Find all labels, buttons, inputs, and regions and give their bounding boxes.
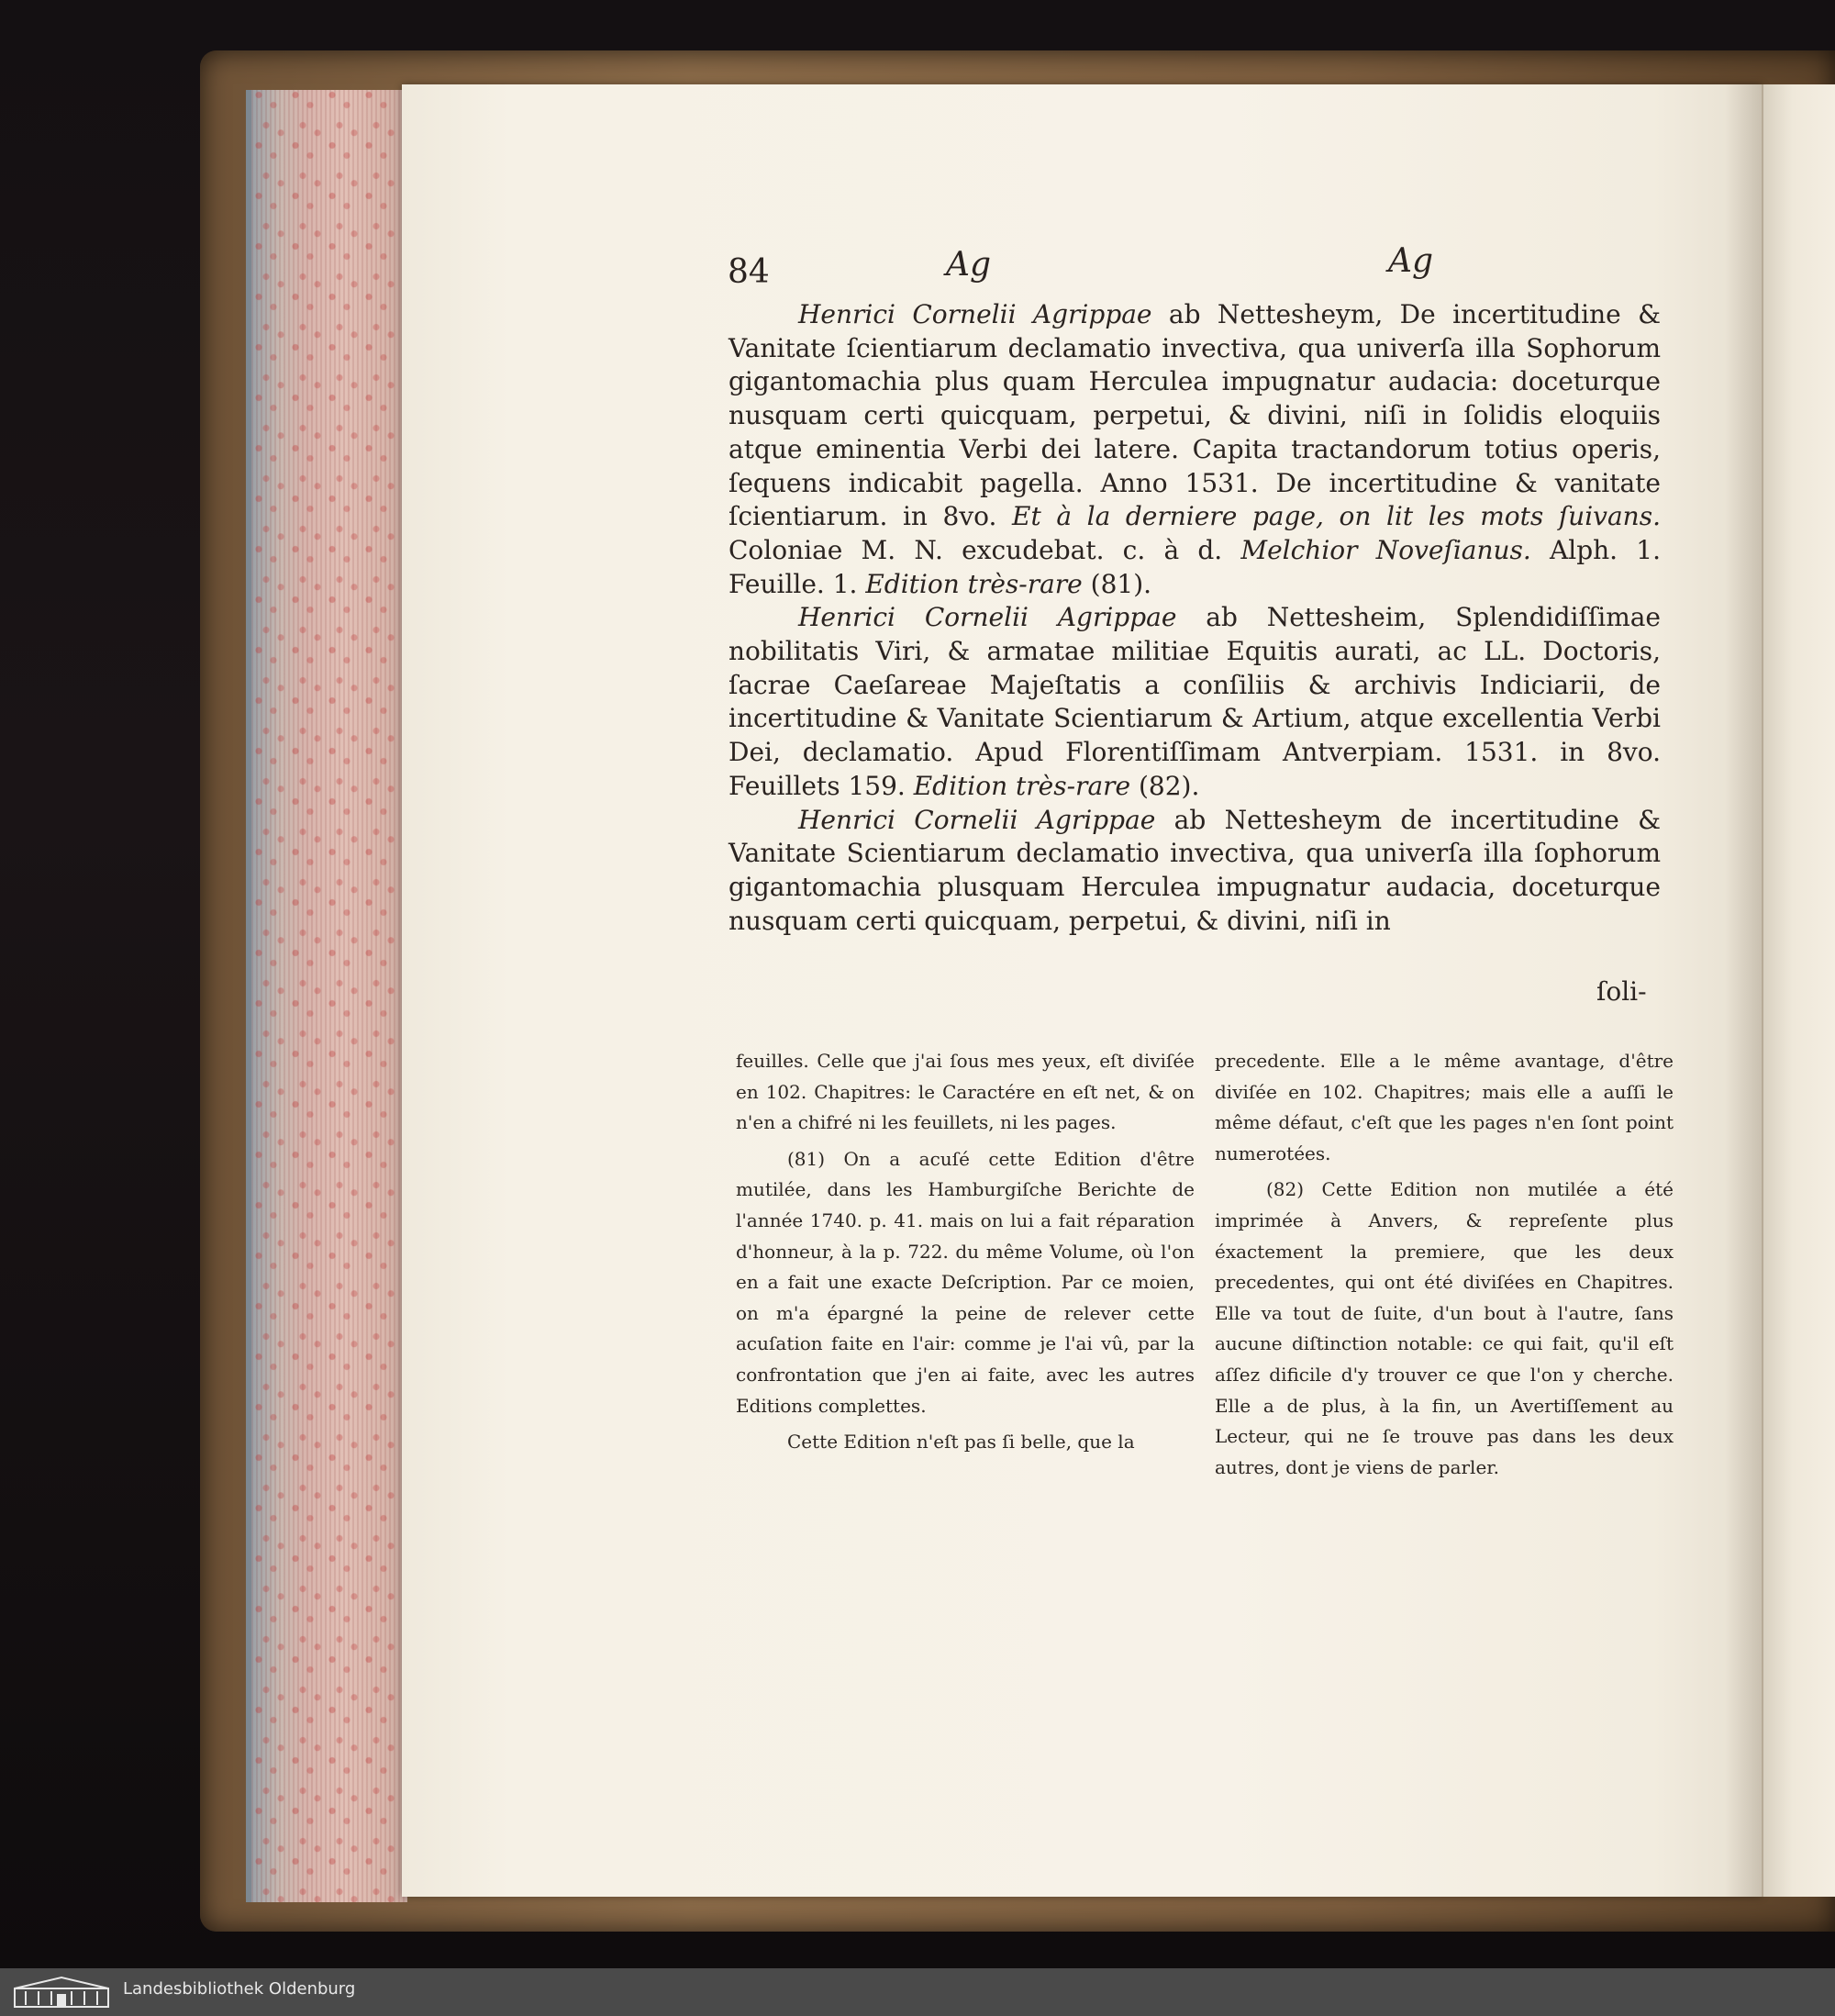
- catchword: ſoli-: [1596, 976, 1647, 1007]
- rarity-note: Edition très-rare: [865, 568, 1083, 599]
- note-paragraph: (81) On a acuſé cette Edition d'être mutilée, dans les Hamburgiſche Berichte de l'année 1740. p. 41. mais on lui a fait réparation d'honneur, à la p. 722. du même Volume, où l'on en a fait une exacte Deſcription. Par ce moien, on m'a épargné la peine de relever cette acuſation faite en l'air: comme je l'ai vû, par la confrontation que j'en ai faite, avec les autres Editions complettes.: [736, 1147, 1195, 1417]
- library-name: Landesbibliothek Oldenburg: [123, 1979, 356, 1999]
- rarity-note: Edition très-rare: [913, 770, 1131, 801]
- footnote-ref: (82).: [1130, 770, 1200, 801]
- running-head-left: Ag: [946, 246, 992, 284]
- author-name: Henrici Cornelii Agrippae: [798, 602, 1177, 633]
- main-text: [728, 298, 1661, 938]
- entry-text: ab Nettesheym, De incertitudine & Vanitate ſcientiarum declamatio invectiva, qua univerſa illa Sophorum gigantomachia plus quam Herculea impugnatur audacia: doceturque nusquam certi quicquam, perpetui, & divini, niſi in ſolidis eloquiis atque eminentia Verbi dei latere. Capita tractandorum totius operis, ſequens indicabit pagella. Anno 1531. De incertitudine & vanitate ſcientiarum. in 8vo.: [728, 299, 1661, 532]
- page-number: 84: [728, 253, 770, 291]
- author-name: Henrici Cornelii Agrippae: [798, 299, 1152, 329]
- note-paragraph: (82) Cette Edition non mutilée a été imprimée à Anvers, & repreſente plus éxactement la premiere, que les deux precedentes, qui ont été diviſées en Chapitres. Elle va tout de ſuite, d'un bout à l'autre, ſans aucune diſtinction notable: ce qui fait, qu'il eſt aſſez dificile d'y trouver ce que l'on y cherche. Elle a de plus, à la fin, un Avertiſſement au Lecteur, qui ne ſe trouve pas dans les deux autres, dont je viens de parler.: [1215, 1178, 1674, 1478]
- footnote-ref: (81).: [1082, 568, 1152, 599]
- facing-page-edge: [1762, 84, 1835, 1897]
- page-edges: [246, 90, 407, 1902]
- entry-text: Coloniae M. N. excudebat. c. à d.: [728, 534, 1241, 565]
- entry-note: Et à la derniere page, on lit les mots ſuivans.: [1012, 501, 1661, 532]
- library-building-icon: [13, 1976, 110, 2009]
- note-paragraph: Cette Edition n'eſt pas ſi belle, que la: [787, 1431, 1135, 1454]
- note-paragraph: precedente. Elle a le même avantage, d'être diviſée en 102. Chapitres; mais elle a auſſi le même défaut, c'eſt que les pages n'en ſont point numerotées.: [1215, 1050, 1674, 1164]
- entry-text: ab Nettesheym de incertitudine & Vanitate Scientiarum declamatio invectiva, qua univerſa illa ſophorum gigantomachia plusquam Herculea impugnatur audacia, doceturque nusquam certi quicquam, perpetui, & divini, niſi in: [728, 804, 1661, 936]
- entry-paragraph: [728, 298, 1661, 601]
- footer-bar: [0, 1968, 1835, 2016]
- author-name: Henrici Cornelii Agrippae: [798, 804, 1156, 835]
- entry-paragraph: [728, 804, 1661, 939]
- note-paragraph: feuilles. Celle que j'ai ſous mes yeux, eſt diviſée en 102. Chapitres: le Caractére en eſt net, & on n'en a chifré ni les feuillets, ni les pages.: [736, 1050, 1195, 1134]
- printer-name: Melchior Noveſianus.: [1240, 534, 1531, 565]
- running-head-right: Ag: [1388, 242, 1434, 280]
- notes-column-left: [736, 1046, 1195, 1464]
- entry-text: Alph. 1. Feuille. 1.: [728, 534, 1661, 599]
- entry-text: ab Nettesheim, Splendidiſſimae nobilitatis Viri, & armatae militiae Equitis aurati, ac LL. Doctoris, ſacrae Caeſareae Majeſtatis a conſiliis & archivis Indiciarii, de incertitudine & Vanitate Scientiarum & Artium, atque excellentia Verbi Dei, declamatio. Apud Florentiſſimam Antverpiam. 1531. in 8vo. Feuillets 159.: [728, 602, 1662, 801]
- entry-paragraph: [728, 601, 1661, 803]
- notes-column-right: [1215, 1046, 1674, 1488]
